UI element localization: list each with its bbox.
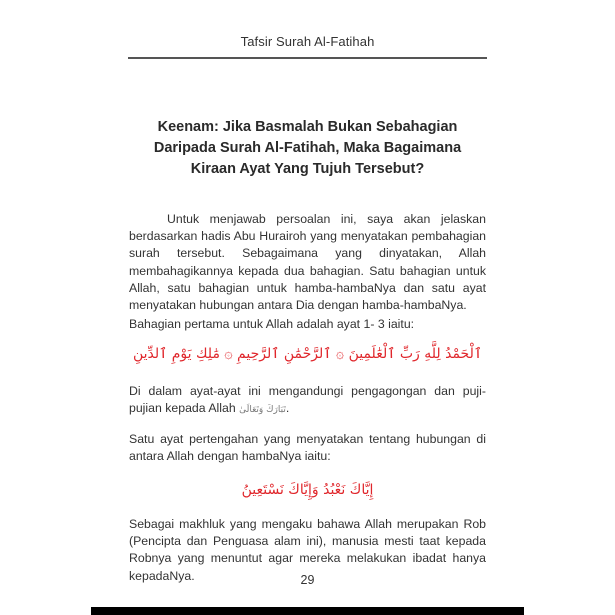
chapter-title-line-3: Kiraan Ayat Yang Tujuh Tersebut? (190, 161, 425, 177)
chapter-title-line-2: Daripada Surah Al-Fatihah, Maka Bagaimana (153, 140, 462, 156)
header-divider (128, 57, 487, 59)
paragraph-praise-text: Di dalam ayat-ayat ini mengandungi pengagongan dan puji-pujian kepada Allah (129, 384, 486, 416)
running-header-title: Tafsir Surah Al-Fatihah (240, 34, 375, 49)
arabic-verse-4: إِيَّاكَ نَعْبُدُ وَإِيَّاكَ نَسْتَعِينُ (241, 482, 374, 498)
paragraph-praise (129, 383, 486, 419)
bottom-black-bar (91, 607, 524, 615)
paragraph-first-part: Bahagian pertama untuk Allah adalah ayat 1- 3 iaitu: (129, 317, 415, 331)
paragraph-intro: Untuk menjawab persoalan ini, saya akan jelaskan berdasarkan hadis Abu Hurairoh yang menyatakan pembahagian surah tersebut. Sebagaimana yang dinyatakan, Allah membahagikannya kepada dua bahagian. Satu bahagian untuk Allah, satu bahagian untuk hamba-hambaNya dan satu ayat menyatakan hubungan antara Dia dengan hamba-hambaNya. (129, 212, 486, 313)
chapter-title-line-1: Keenam: Jika Basmalah Bukan Sebahagian (157, 119, 458, 135)
paragraph-middle-verse: Satu ayat pertengahan yang menyatakan tentang hubungan di antara Allah dengan hambaNya iaitu: (129, 432, 486, 464)
arabic-verse-1-3: ٱلْحَمْدُ لِلَّهِ رَبِّ ٱلْعَٰلَمِينَ ۞ ٱلرَّحْمَٰنِ ٱلرَّحِيمِ ۞ مَٰلِكِ يَوْمِ ٱلدِّينِ (132, 346, 483, 362)
page-number: 29 (300, 573, 315, 587)
paragraph-praise-end: . (285, 401, 290, 416)
honorific-arabic: تَبَارَكَ وَتَعَالَىٰ (239, 405, 286, 416)
paragraph-worship: Sebagai makhluk yang mengaku bahawa Allah merupakan Rob (Pencipta dan Penguasa alam ini), manusia mesti taat kepada Robnya yang menuntut agar mereka melakukan ibadat hanya kepadaNya. (129, 517, 486, 583)
chapter-title (128, 117, 487, 180)
